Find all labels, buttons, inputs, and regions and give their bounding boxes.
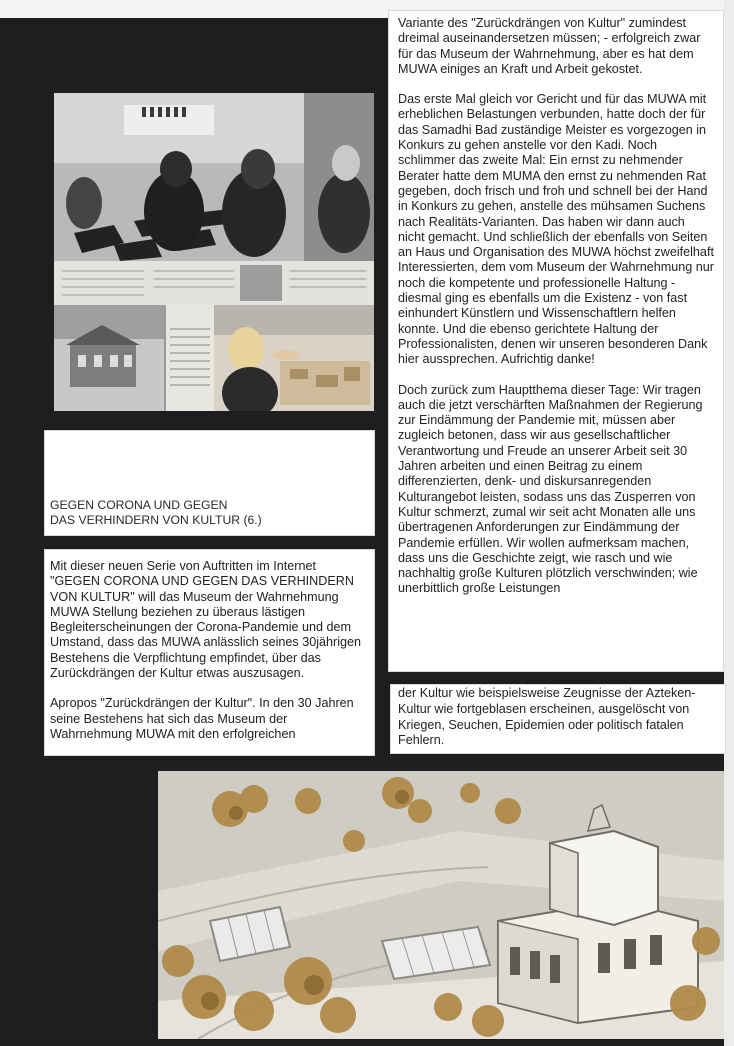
left-paragraph-2: Apropos "Zurückdrängen der Kultur". In den 30 Jahren seine Bestehens hat sich das Museum der Wahrnehmung MUWA mit den erfolgreichen [50, 696, 354, 741]
right-column-continuation [390, 684, 726, 754]
heading-line-1: GEGEN CORONA UND GEGEN [50, 498, 228, 512]
article-heading [44, 430, 375, 536]
left-column-text [44, 549, 375, 756]
right-column-text [388, 10, 724, 672]
right-paragraph-1: Variante des "Zurückdrängen von Kultur" zumindest dreimal auseinandersetzen müssen; - erfolgreich zwar für das Museum der Wahrnehmung, aber es hat dem MUWA einiges an Kraft und Arbeit gekostet. [398, 16, 701, 76]
right-paragraph-3: Doch zurück zum Hauptthema dieser Tage: Wir tragen auch die jetzt verschärften Maßnahmen der Regierung zur Eindämmung der Pandemie mit, müssen aber zugleich betonen, dass wir aus gesellschaftlicher Verantwortung und Freude an unserer Arbeit seit 30 Jahren arbeiten und einen Beitrag zu einem differenzierten, denk- und diskursanregenden Kulturangebot leisten, sodass uns das Zusperren von Kultur schmerzt, zumal wir seit acht Monaten alle uns übertragenen Anforderungen zur Eindämmung der Pandemie erfüllen. Wir wollen aufmerksam machen, dass uns die Geschichte zeigt, wie rasch und wie nachhaltig große Kulturen plötzlich verschwinden; wie unerbittlich große Leistungen [398, 382, 703, 596]
left-paragraph-1: Mit dieser neuen Serie von Auftritten im Internet "GEGEN CORONA UND GEGEN DAS VERHINDERN VON KULTUR" will das Museum der Wahrnehmung MUWA Stellung beziehen zu überaus lästigen Begleiterscheinungen der Corona-Pandemie und dem Umstand, dass das MUWA anlässlich seines 30jährigen Bestehens die Verpflichtung empfindet, über das Zurückdrängen der Kultur etwas auszusagen. [50, 559, 362, 681]
page-edge-right [724, 0, 734, 1046]
right-paragraph-2: Das erste Mal gleich vor Gericht und für das MUWA mit erheblichen Belastungen verbunden, hatte doch der für das Samadhi Bad zuständige Meister es vorgezogen in Konkurs zu gehen anstelle vor den Kadi. Noch schlimmer das zweite Mal: Ein ernst zu nehmender Berater hatte dem MUMA den ernst zu nehmenden Rat gegeben, doch frisch und froh und schnell bei der Hand in Konkurs zu gehen, anstelle des mühsamen Suchens nach Realitäts-Varianten. Das haben wir dann auch nicht gemacht. Und schließlich der ebenfalls von Seiten an Haus und Organisation des MUWA höchst zweifelhaft Interessierten, dem vom Museum der Wahrnehmung nur noch die kompetente und professionelle Haltung - diesmal ging es ebenfalls um die Existenz - von fast einhundert Künstlern und Wissenschaftlern helfen konnte. Und die ebenso gerichtete Haltung der Professionalisten, denen wir unseren besonderen Dank hier aussprechen. Aufrichtig danke! [398, 92, 714, 367]
exhibition-photo-collage [54, 93, 374, 411]
heading-line-2: DAS VERHINDERN VON KULTUR (6.) [50, 513, 262, 527]
right-continuation-text: der Kultur wie beispielsweise Zeugnisse der Azteken-Kultur wie fortgeblasen erscheinen, ausgelöscht von Kriegen, Seuchen, Epidemien oder politisch fatalen Fehlern. [398, 686, 696, 748]
architecture-model-photo [158, 771, 724, 1039]
